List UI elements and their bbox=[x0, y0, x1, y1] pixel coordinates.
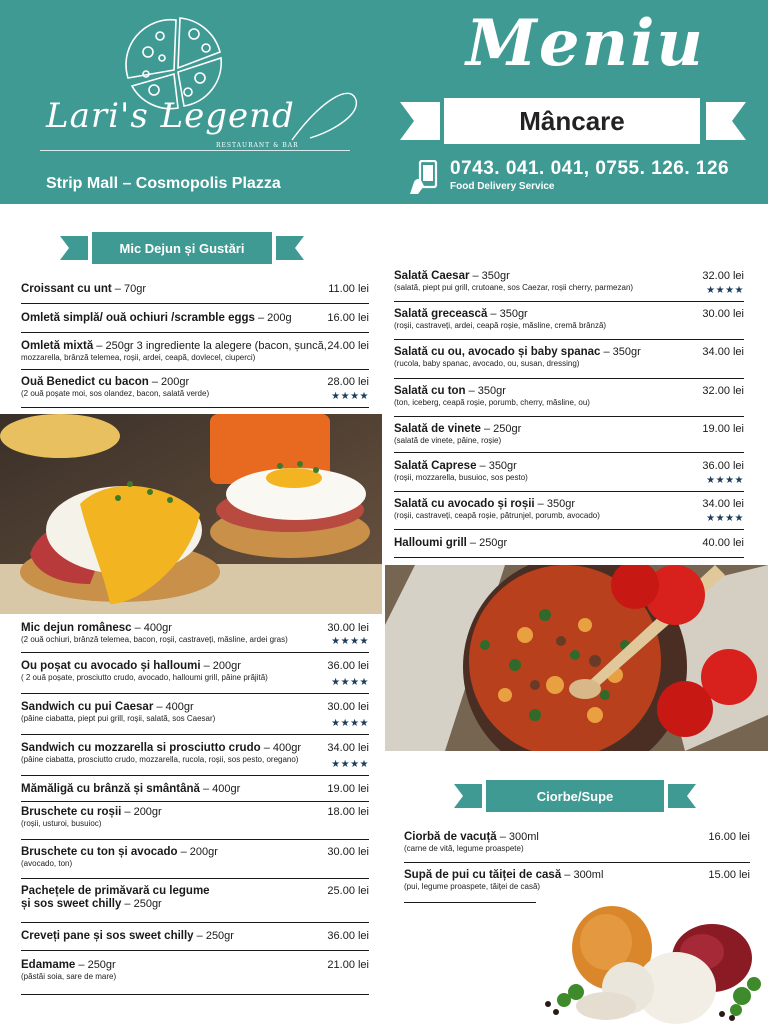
menu-item bbox=[21, 376, 369, 408]
item-description: (pâine ciabatta, piept pui grill, roșii, salată, sos Caesar) bbox=[21, 714, 216, 723]
item-title: Ou poșat cu avocado și halloumi bbox=[21, 660, 201, 672]
phone-row bbox=[408, 158, 758, 198]
item-weight: – 250gr bbox=[480, 423, 522, 435]
section-title-soups: Ciorbe/Supe bbox=[486, 780, 664, 812]
ribbon-right-icon bbox=[668, 784, 696, 808]
item-title: Bruschete cu roșii bbox=[21, 806, 122, 818]
menu-item bbox=[21, 742, 369, 776]
phone-hand-icon bbox=[408, 160, 444, 196]
item-price: 36.00 lei bbox=[327, 660, 369, 672]
menu-item bbox=[394, 346, 744, 379]
item-weight: – 400gr bbox=[260, 742, 302, 754]
item-description: (roșii, castraveți, ardei, ceapă roșie, măsline, cremă brânză) bbox=[394, 321, 607, 330]
item-title: Croissant cu unt bbox=[21, 283, 112, 295]
logo-swash-icon bbox=[290, 82, 360, 142]
item-weight: – 200gr bbox=[148, 376, 190, 388]
item-title: Pachețele de primăvară cu legume bbox=[21, 885, 210, 897]
item-title: Salată grecească bbox=[394, 308, 488, 320]
item-description: (roșii, mozzarella, busuioc, sos pesto) bbox=[394, 473, 528, 482]
menu-item bbox=[394, 460, 744, 492]
section-title-breakfast: Mic Dejun și Gustări bbox=[92, 232, 272, 264]
restaurant-logo bbox=[40, 10, 360, 160]
item-price: 34.00 lei bbox=[702, 498, 744, 510]
rating-stars-icon: ★★★★ bbox=[331, 718, 369, 729]
item-name bbox=[21, 660, 369, 672]
menu-title: Meniu bbox=[466, 6, 705, 81]
category-title: Mâncare bbox=[444, 98, 700, 144]
menu-item bbox=[394, 423, 744, 453]
item-name bbox=[394, 385, 744, 397]
item-name bbox=[21, 701, 369, 713]
item-name bbox=[394, 308, 744, 320]
logo-underline bbox=[40, 150, 350, 151]
menu-item bbox=[394, 308, 744, 340]
ribbon-right-icon bbox=[276, 236, 304, 260]
item-price: 18.00 lei bbox=[327, 806, 369, 818]
item-weight: – 250gr bbox=[466, 537, 508, 549]
item-weight: – 400gr bbox=[131, 622, 172, 634]
item-weight: – 350gr bbox=[476, 460, 517, 472]
item-title: Salată cu ou, avocado și baby spanac bbox=[394, 346, 601, 358]
item-price: 15.00 lei bbox=[708, 869, 750, 881]
item-title: Sandwich cu mozzarella si prosciutto crudo bbox=[21, 742, 261, 754]
item-price: 16.00 lei bbox=[708, 831, 750, 843]
item-weight: – 350gr bbox=[469, 270, 510, 282]
rating-stars-icon: ★★★★ bbox=[706, 513, 744, 524]
item-name bbox=[394, 460, 744, 472]
item-weight: – 400gr bbox=[153, 701, 194, 713]
item-name bbox=[21, 783, 369, 795]
item-title: Omletă simplă/ ouă ochiuri /scramble eggs bbox=[21, 312, 255, 324]
menu-item bbox=[21, 783, 369, 802]
item-weight: – 250gr bbox=[193, 930, 234, 942]
item-name bbox=[21, 930, 369, 942]
rating-stars-icon: ★★★★ bbox=[331, 677, 369, 688]
menu-item bbox=[21, 283, 369, 304]
item-description: (păstăi soia, sare de mare) bbox=[21, 972, 117, 981]
item-weight: – 250gr bbox=[121, 898, 162, 910]
logo-subtitle: RESTAURANT & BAR bbox=[216, 142, 299, 149]
item-description: (pui, legume proaspete, tăiței de casă) bbox=[404, 882, 541, 891]
item-price: 36.00 lei bbox=[702, 460, 744, 472]
item-description: (rucola, baby spanac, avocado, ou, susan, dressing) bbox=[394, 359, 580, 368]
menu-item bbox=[21, 660, 369, 694]
item-name bbox=[394, 270, 744, 282]
item-title: Creveți pane și sos sweet chilly bbox=[21, 930, 194, 942]
menu-item bbox=[21, 312, 369, 333]
rating-stars-icon: ★★★★ bbox=[706, 475, 744, 486]
menu-item bbox=[21, 701, 369, 735]
item-name bbox=[21, 283, 369, 295]
item-price: 36.00 lei bbox=[327, 930, 369, 942]
ribbon-left-icon bbox=[60, 236, 88, 260]
item-price: 30.00 lei bbox=[327, 846, 369, 858]
item-price: 11.00 lei bbox=[328, 283, 369, 295]
item-title: Salată Caesar bbox=[394, 270, 470, 282]
item-weight: – 300ml bbox=[496, 831, 539, 843]
item-price: 28.00 lei bbox=[327, 376, 369, 388]
item-description: (ton, iceberg, ceapă roșie, porumb, cherry, măsline, ou) bbox=[394, 398, 590, 407]
menu-item bbox=[394, 385, 744, 417]
menu-item bbox=[21, 930, 369, 951]
menu-item bbox=[21, 340, 369, 370]
item-weight: – 250gr bbox=[75, 959, 116, 971]
onion-garlic-photo bbox=[536, 896, 768, 1024]
item-weight: – 350gr bbox=[465, 385, 506, 397]
item-description: (2 ouă poșate moi, sos olandez, bacon, salată verde) bbox=[21, 389, 210, 398]
item-name bbox=[21, 959, 369, 971]
item-title: Salată Caprese bbox=[394, 460, 477, 472]
item-weight: – 200g bbox=[254, 312, 292, 324]
item-price: 32.00 lei bbox=[702, 385, 744, 397]
item-title: Mămăligă cu brânză și smântână bbox=[21, 783, 200, 795]
item-title: Salată de vinete bbox=[394, 423, 481, 435]
item-title: Bruschete cu ton și avocado bbox=[21, 846, 178, 858]
logo-text: Lari's Legend bbox=[46, 96, 295, 136]
item-price: 32.00 lei bbox=[702, 270, 744, 282]
category-banner bbox=[400, 98, 746, 144]
item-title: Ouă Benedict cu bacon bbox=[21, 376, 149, 388]
menu-item bbox=[21, 806, 369, 840]
item-price: 40.00 lei bbox=[702, 537, 744, 549]
item-name bbox=[21, 806, 369, 818]
ribbon-left-icon bbox=[400, 102, 440, 140]
item-weight: – 350gr bbox=[600, 346, 641, 358]
rating-stars-icon: ★★★★ bbox=[331, 391, 369, 402]
item-name bbox=[394, 423, 744, 435]
item-title: Salată cu avocado și roșii bbox=[394, 498, 535, 510]
item-price: 16.00 lei bbox=[327, 312, 369, 324]
menu-item bbox=[21, 885, 369, 923]
menu-item bbox=[21, 959, 369, 995]
item-price: 24.00 lei bbox=[327, 340, 369, 352]
item-price: 19.00 lei bbox=[327, 783, 369, 795]
item-description: mozzarella, brânză telemea, roșii, ardei, ceapă, dovlecel, ciuperci) bbox=[21, 353, 256, 362]
menu-item bbox=[21, 622, 369, 653]
item-price: 25.00 lei bbox=[327, 885, 369, 897]
item-weight: – 70gr bbox=[111, 283, 146, 295]
phone-numbers: 0743. 041. 041, 0755. 126. 126 bbox=[450, 158, 730, 179]
eggs-benedict-photo bbox=[0, 414, 382, 614]
location-label: Strip Mall – Cosmopolis Plazza bbox=[46, 175, 281, 192]
item-description: (2 ouă ochiuri, brânză telemea, bacon, roșii, castraveți, măsline, ardei gras) bbox=[21, 635, 288, 644]
item-title: Supă de pui cu tăiței de casă bbox=[404, 869, 562, 881]
item-name bbox=[21, 846, 369, 858]
menu-item bbox=[21, 846, 369, 879]
item-name bbox=[21, 376, 369, 388]
menu-header bbox=[0, 0, 768, 204]
item-description: (pâine ciabatta, prosciutto crudo, mozzarella, rucola, roșii, sos pesto, oregano) bbox=[21, 755, 299, 764]
rating-stars-icon: ★★★★ bbox=[331, 759, 369, 770]
item-weight: – 300ml bbox=[561, 869, 604, 881]
item-price: 30.00 lei bbox=[702, 308, 744, 320]
item-price: 34.00 lei bbox=[327, 742, 369, 754]
item-price: 30.00 lei bbox=[327, 701, 369, 713]
section-header-breakfast bbox=[60, 232, 304, 264]
item-title: Ciorbă de vacuță bbox=[404, 831, 497, 843]
item-price: 19.00 lei bbox=[702, 423, 744, 435]
item-weight: – 200gr bbox=[200, 660, 241, 672]
item-name bbox=[404, 831, 750, 843]
menu-item bbox=[394, 537, 744, 558]
item-weight: – 400gr bbox=[199, 783, 241, 795]
item-description: (salată de vinete, pâine, roșie) bbox=[394, 436, 502, 445]
item-title: Halloumi grill bbox=[394, 537, 467, 549]
delivery-label: Food Delivery Service bbox=[450, 181, 555, 192]
item-description: (salată, piept pui grill, crutoane, sos Caezar, roșii cherry, parmezan) bbox=[394, 283, 634, 292]
item-title: Edamame bbox=[21, 959, 76, 971]
ribbon-left-icon bbox=[454, 784, 482, 808]
item-description: (avocado, ton) bbox=[21, 859, 73, 868]
item-title: Salată cu ton bbox=[394, 385, 466, 397]
item-name bbox=[394, 498, 744, 510]
ribbon-right-icon bbox=[706, 102, 746, 140]
item-name bbox=[394, 346, 744, 358]
item-name bbox=[21, 622, 369, 634]
item-price: 34.00 lei bbox=[702, 346, 744, 358]
item-title: Omletă mixtă bbox=[21, 340, 94, 352]
item-weight: – 350gr bbox=[534, 498, 575, 510]
item-weight: – 350gr bbox=[487, 308, 528, 320]
item-description: (roșii, castraveți, ceapă roșie, pătrunjel, porumb, avocado) bbox=[394, 511, 600, 520]
item-weight: – 250gr 3 ingrediente la alegere (bacon, șuncă, bbox=[93, 340, 327, 352]
rating-stars-icon: ★★★★ bbox=[331, 636, 369, 647]
item-title: Sandwich cu pui Caesar bbox=[21, 701, 154, 713]
item-description: ( 2 ouă poșate, prosciutto crudo, avocado, halloumi grill, pâine prăjită) bbox=[21, 673, 268, 682]
menu-item bbox=[394, 498, 744, 530]
item-price: 30.00 lei bbox=[327, 622, 369, 634]
item-description: (roșii, usturoi, busuioc) bbox=[21, 819, 102, 828]
item-description: (carne de vită, legume proaspete) bbox=[404, 844, 524, 853]
item-weight: – 200gr bbox=[177, 846, 218, 858]
item-name bbox=[394, 537, 744, 549]
item-name bbox=[21, 742, 369, 754]
item-description: și sos sweet chilly – 250gr bbox=[21, 898, 162, 910]
menu-item bbox=[394, 270, 744, 302]
soup-photo bbox=[385, 565, 768, 751]
menu-item bbox=[404, 831, 750, 863]
item-name bbox=[404, 869, 750, 881]
rating-stars-icon: ★★★★ bbox=[706, 285, 744, 296]
item-name bbox=[21, 312, 369, 324]
item-name bbox=[21, 885, 369, 897]
item-weight: – 200gr bbox=[121, 806, 162, 818]
item-name bbox=[21, 340, 369, 352]
item-price: 21.00 lei bbox=[327, 959, 369, 971]
section-header-soups bbox=[454, 780, 696, 812]
item-title: Mic dejun românesc bbox=[21, 622, 132, 634]
